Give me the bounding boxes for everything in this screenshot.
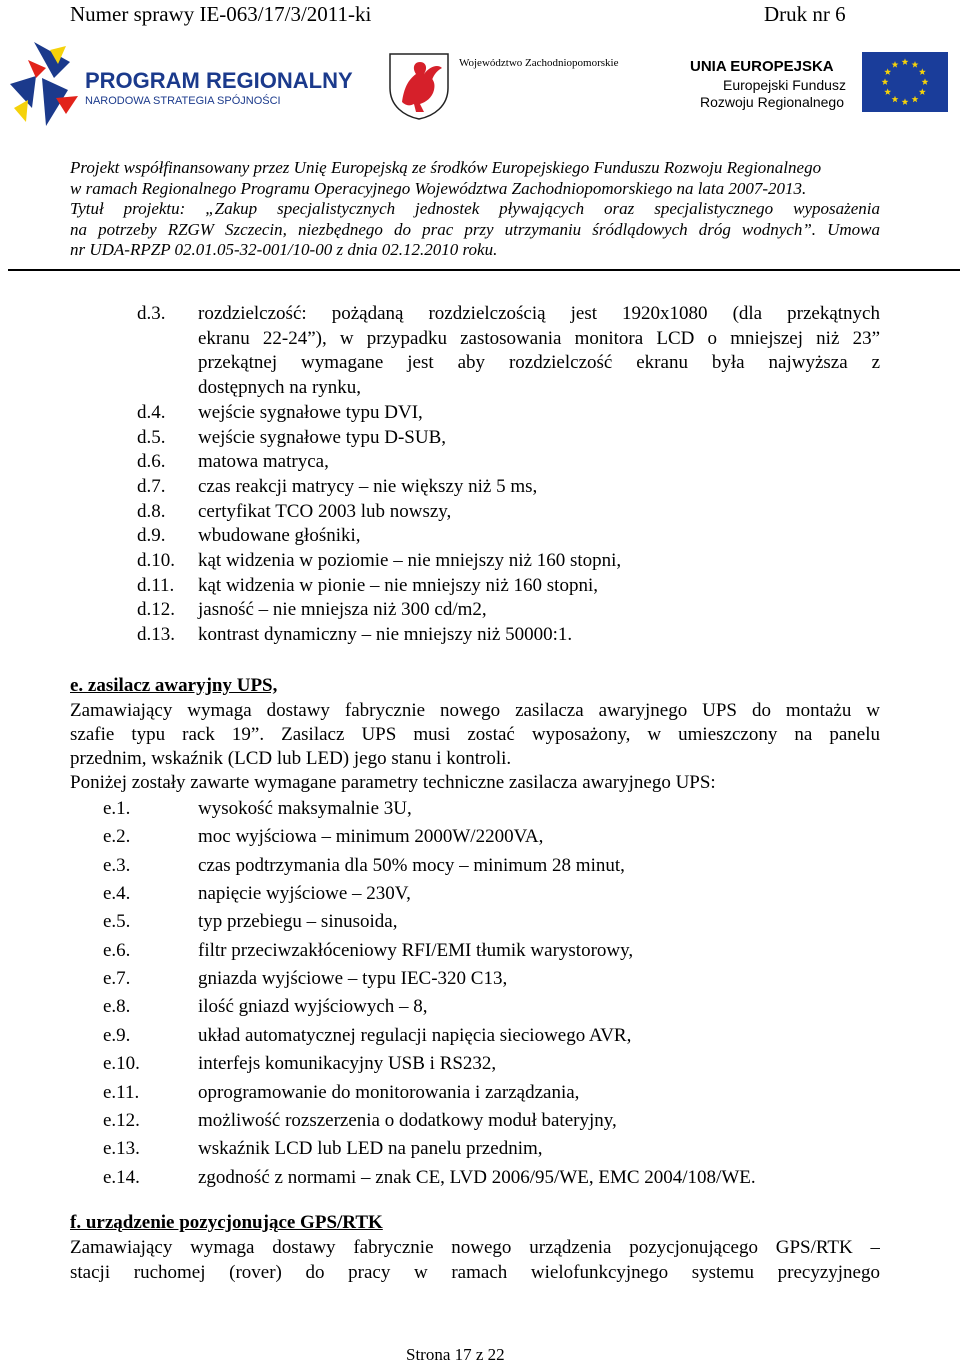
d-item-number: d.8. [137,500,166,522]
section-e-paragraph-line: szafie typu rack 19”. Zasilacz UPS musi zostać wyposażony, w umieszczony na panelu [70,724,880,745]
e-item-text: zgodność z normami – znak CE, LVD 2006/95/WE, EMC 2004/108/WE. [198,1166,756,1188]
d-item-number: d.12. [137,599,175,621]
e-item-number: e.14. [103,1166,140,1188]
eu-fund-line2: Rozwoju Regionalnego [700,94,844,110]
d-item-text: kąt widzenia w pionie – nie mniejszy niż 160 stopni, [198,574,598,596]
d-item-number: d.9. [137,525,166,547]
d-item-number: d.10. [137,550,175,571]
d-item-text: dostępnych na rynku, [198,377,362,399]
program-regionalny-logo-icon [6,38,86,130]
eu-title: UNIA EUROPEJSKA [690,58,834,75]
e-item-number: e.10. [103,1053,140,1075]
e-item-number: e.6. [103,939,131,961]
program-title: PROGRAM REGIONALNY [85,68,353,93]
e-item-number: e.3. [103,854,131,876]
section-f-paragraph-line: Zamawiający wymaga dostawy fabrycznie nowego urządzenia pozycjonującego GPS/RTK – [70,1237,880,1258]
d-item-text: wejście sygnałowe typu DVI, [198,401,423,423]
d-item-number: d.4. [137,401,166,423]
e-item-text: typ przebiegu – sinusoida, [198,911,398,933]
project-info-line: nr UDA-RPZP 02.01.05-32-001/10-00 z dnia 02.12.2010 roku. [70,240,498,259]
e-item-number: e.5. [103,911,131,933]
d-item-text: przekątnej wymagane jest aby rozdzielczość ekranu była najwyższa z [198,352,880,374]
e-item-number: e.1. [103,798,131,819]
case-number [70,2,371,27]
e-item-text: filtr przeciwzakłóceniowy RFI/EMI tłumik warystorowy, [198,939,634,961]
e-item-number: e.4. [103,883,131,905]
d-item-text: kontrast dynamiczny – nie mniejszy niż 50000:1. [198,624,573,646]
d-item-text: matowa matryca, [198,451,329,473]
d-item-text: ekranu 22-24”), w przypadku zastosowania monitora LCD o mniejszej niż 23” [198,327,880,349]
e-item-text: układ automatycznej regulacji napięcia sieciowego AVR, [198,1024,632,1046]
e-item-text: napięcie wyjściowe – 230V, [198,883,411,905]
eu-fund-line1: Europejski Fundusz [723,77,846,93]
e-item-number: e.11. [103,1081,140,1103]
print-number: Druk nr 6 [764,2,846,26]
section-e-paragraph-line: Poniżej zostały zawarte wymagane parametry techniczne zasilacza awaryjnego UPS: [70,772,716,793]
eu-flag-icon [862,52,948,112]
e-item-text: wysokość maksymalnie 3U, [198,798,412,819]
e-item-number: e.9. [103,1024,131,1046]
e-item-number: e.8. [103,996,131,1018]
project-info-line: na potrzeby RZGW Szczecin, niezbędnego do prac przy utrzymaniu śródlądowych dróg wodnych”. Umowa [70,219,880,239]
e-item-text: oprogramowanie do monitorowania i zarządzania, [198,1081,580,1103]
d-item-text: jasność – nie mniejsza niż 300 cd/m2, [198,599,487,621]
d-item-number: d.3. [137,303,166,324]
d-item-text: kąt widzenia w poziomie – nie mniejszy niż 160 stopni, [198,550,622,571]
e-item-text: gniazda wyjściowe – typu IEC-320 C13, [198,968,508,990]
section-e-paragraph-line: przednim, wskaźnik (LCD lub LED) jego stanu i kontroli. [70,748,512,769]
e-item-text: wskaźnik LCD lub LED na panelu przednim, [198,1138,543,1160]
program-subtitle: NARODOWA STRATEGIA SPÓJNOŚCI [85,95,281,107]
section-f-paragraph-line: stacji ruchomej (rover) do pracy w ramach wielofunkcyjnego systemu precyzyjnego [70,1262,880,1283]
e-item-number: e.7. [103,968,131,990]
section-e-paragraph-line: Zamawiający wymaga dostawy fabrycznie nowego zasilacza awaryjnego UPS do montażu w [70,700,880,721]
e-item-text: interfejs komunikacyjny USB i RS232, [198,1053,497,1075]
d-item-text: certyfikat TCO 2003 lub nowszy, [198,500,452,522]
header-divider [8,269,960,271]
project-info-line: Tytuł projektu: „Zakup specjalistycznych jednostek pływających oraz specjalistycznego wyposażenia [70,199,880,218]
case-number-text: Numer sprawy IE-063/17/3/2011-ki [70,2,372,26]
e-item-number: e.2. [103,826,131,848]
e-item-number: e.12. [103,1109,140,1131]
e-item-number: e.13. [103,1138,140,1160]
e-item-text: ilość gniazd wyjściowych – 8, [198,996,428,1018]
d-item-number: d.5. [137,426,166,448]
d-item-number: d.13. [137,624,175,646]
voivodeship-name: Województwo Zachodniopomorskie [459,57,619,69]
section-e-heading: e. zasilacz awaryjny UPS, [70,675,278,696]
logo-band [0,38,960,150]
e-item-text: moc wyjściowa – minimum 2000W/2200VA, [198,826,544,848]
section-f-heading: f. urządzenie pozycjonujące GPS/RTK [70,1212,383,1233]
project-info-line: Projekt współfinansowany przez Unię Europejską ze środków Europejskiego Funduszu Rozwoju Regionalnego [70,158,822,177]
project-info [70,158,880,261]
e-item-text: możliwość rozszerzenia o dodatkowy moduł bateryjny, [198,1109,617,1131]
griffin-coat-of-arms-icon [388,52,450,120]
project-info-line: w ramach Regionalnego Programu Operacyjnego Województwa Zachodniopomorskiego na lata 2007-2013. [70,178,807,198]
d-item-number: d.7. [137,475,166,497]
d-item-text: czas reakcji matrycy – nie większy niż 5 ms, [198,475,538,497]
page-number: Strona 17 z 22 [406,1345,505,1364]
d-item-text: rozdzielczość: pożądaną rozdzielczością jest 1920x1080 (dla przekątnych [198,303,880,324]
d-item-number: d.11. [137,574,175,596]
e-item-text: czas podtrzymania dla 50% mocy – minimum 28 minut, [198,854,625,876]
d-item-text: wejście sygnałowe typu D-SUB, [198,426,447,448]
d-item-number: d.6. [137,451,166,473]
d-item-text: wbudowane głośniki, [198,525,361,547]
